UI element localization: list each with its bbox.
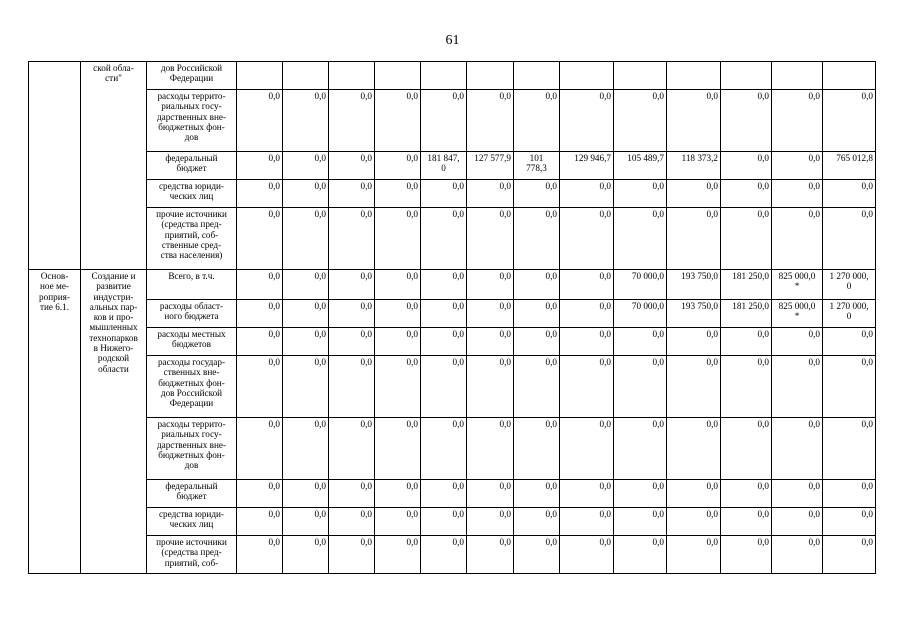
- value-cell: 0,0: [667, 328, 721, 356]
- value-cell: 0,0: [283, 300, 329, 328]
- value-cell: 0,0: [237, 328, 283, 356]
- value-cell: 0,0: [237, 180, 283, 208]
- value-cell: 0,0: [667, 480, 721, 508]
- funding-source-cell: прочие источники (средства пред- приятий, соб- ственные сред- ства населения): [147, 208, 237, 270]
- value-cell: 0,0: [237, 270, 283, 300]
- value-cell: 0,0: [614, 536, 667, 574]
- value-cell: 0,0: [329, 508, 375, 536]
- value-cell: 1 270 000, 0: [823, 270, 876, 300]
- value-cell: 0,0: [237, 536, 283, 574]
- value-cell: 0,0: [375, 508, 421, 536]
- value-cell: 0,0: [721, 480, 772, 508]
- value-cell: 0,0: [823, 90, 876, 152]
- value-cell: 0,0: [823, 180, 876, 208]
- value-cell: 0,0: [329, 180, 375, 208]
- value-cell: 0,0: [283, 418, 329, 480]
- value-cell: 0,0: [375, 180, 421, 208]
- value-cell: 0,0: [560, 180, 614, 208]
- value-cell: 0,0: [283, 152, 329, 180]
- value-cell: 0,0: [823, 480, 876, 508]
- value-cell: 0,0: [614, 418, 667, 480]
- value-cell: 0,0: [467, 480, 514, 508]
- value-cell: 0,0: [667, 180, 721, 208]
- value-cell: 0,0: [560, 508, 614, 536]
- value-cell: [667, 62, 721, 90]
- value-cell: 0,0: [560, 536, 614, 574]
- value-cell: 0,0: [823, 328, 876, 356]
- value-cell: 0,0: [721, 508, 772, 536]
- value-cell: 0,0: [329, 536, 375, 574]
- value-cell: 0,0: [823, 508, 876, 536]
- value-cell: 0,0: [823, 536, 876, 574]
- table-row: [29, 300, 876, 328]
- value-cell: 0,0: [772, 480, 823, 508]
- value-cell: 0,0: [560, 208, 614, 270]
- value-cell: 0,0: [421, 508, 467, 536]
- value-cell: 0,0: [375, 90, 421, 152]
- value-cell: 0,0: [772, 536, 823, 574]
- value-cell: 0,0: [467, 180, 514, 208]
- value-cell: 825 000,0 *: [772, 300, 823, 328]
- value-cell: 0,0: [421, 180, 467, 208]
- value-cell: 0,0: [721, 418, 772, 480]
- value-cell: 765 012,8: [823, 152, 876, 180]
- value-cell: 118 373,2: [667, 152, 721, 180]
- value-cell: 0,0: [560, 270, 614, 300]
- value-cell: 0,0: [560, 90, 614, 152]
- funding-source-cell: Всего, в т.ч.: [147, 270, 237, 300]
- value-cell: 0,0: [721, 180, 772, 208]
- table-row: [29, 328, 876, 356]
- value-cell: 0,0: [721, 356, 772, 418]
- value-cell: [560, 62, 614, 90]
- value-cell: 0,0: [772, 180, 823, 208]
- value-cell: 0,0: [514, 180, 560, 208]
- value-cell: 105 489,7: [614, 152, 667, 180]
- value-cell: 0,0: [560, 356, 614, 418]
- value-cell: 0,0: [721, 152, 772, 180]
- value-cell: 0,0: [514, 480, 560, 508]
- value-cell: 0,0: [823, 356, 876, 418]
- funding-source-cell: расходы област- ного бюджета: [147, 300, 237, 328]
- value-cell: [823, 62, 876, 90]
- value-cell: 0,0: [667, 356, 721, 418]
- table-row: [29, 536, 876, 574]
- value-cell: 0,0: [721, 328, 772, 356]
- value-cell: 0,0: [237, 152, 283, 180]
- value-cell: 101 778,3: [514, 152, 560, 180]
- value-cell: 0,0: [823, 208, 876, 270]
- budget-table: [28, 61, 876, 574]
- value-cell: 0,0: [467, 356, 514, 418]
- value-cell: 0,0: [514, 508, 560, 536]
- value-cell: 0,0: [467, 208, 514, 270]
- value-cell: 0,0: [283, 508, 329, 536]
- value-cell: 0,0: [375, 356, 421, 418]
- value-cell: [721, 62, 772, 90]
- value-cell: 0,0: [329, 300, 375, 328]
- value-cell: [514, 62, 560, 90]
- event-number-cell: [29, 62, 81, 270]
- value-cell: 0,0: [329, 152, 375, 180]
- page-number: 61: [445, 33, 460, 48]
- event-name-cell: Создание и развитие индустри- альных пар- ков и про- мышленных технопарков в Нижего- родской области: [81, 270, 147, 574]
- funding-source-cell: федеральный бюджет: [147, 152, 237, 180]
- value-cell: 0,0: [375, 270, 421, 300]
- value-cell: 0,0: [329, 356, 375, 418]
- value-cell: 0,0: [667, 90, 721, 152]
- value-cell: 0,0: [514, 356, 560, 418]
- funding-source-cell: расходы террито- риальных госу- дарственных вне- бюджетных фон- дов: [147, 90, 237, 152]
- value-cell: 0,0: [514, 418, 560, 480]
- funding-source-cell: расходы государ- ственных вне- бюджетных фон- дов Российской Федерации: [147, 356, 237, 418]
- value-cell: 0,0: [421, 480, 467, 508]
- funding-source-cell: дов Российской Федерации: [147, 62, 237, 90]
- value-cell: 0,0: [421, 208, 467, 270]
- value-cell: 0,0: [421, 418, 467, 480]
- funding-source-cell: средства юриди- ческих лиц: [147, 508, 237, 536]
- value-cell: 0,0: [375, 208, 421, 270]
- value-cell: [772, 62, 823, 90]
- value-cell: 0,0: [823, 418, 876, 480]
- value-cell: 0,0: [772, 508, 823, 536]
- value-cell: 0,0: [667, 508, 721, 536]
- value-cell: 0,0: [421, 356, 467, 418]
- value-cell: 0,0: [467, 536, 514, 574]
- value-cell: 0,0: [514, 328, 560, 356]
- value-cell: 0,0: [614, 90, 667, 152]
- value-cell: 0,0: [721, 90, 772, 152]
- table-row: [29, 62, 876, 90]
- value-cell: 129 946,7: [560, 152, 614, 180]
- value-cell: 0,0: [614, 508, 667, 536]
- value-cell: 0,0: [614, 328, 667, 356]
- value-cell: 0,0: [421, 270, 467, 300]
- value-cell: 0,0: [375, 328, 421, 356]
- value-cell: 0,0: [467, 270, 514, 300]
- value-cell: [467, 62, 514, 90]
- value-cell: 0,0: [283, 90, 329, 152]
- value-cell: 70 000,0: [614, 300, 667, 328]
- value-cell: [421, 62, 467, 90]
- value-cell: 0,0: [283, 328, 329, 356]
- value-cell: 0,0: [283, 270, 329, 300]
- value-cell: 0,0: [237, 208, 283, 270]
- value-cell: [237, 62, 283, 90]
- value-cell: 0,0: [772, 208, 823, 270]
- event-number-cell: Основ- ное ме- роприя- тие 6.1.: [29, 270, 81, 574]
- value-cell: 0,0: [237, 90, 283, 152]
- value-cell: 0,0: [514, 90, 560, 152]
- value-cell: 1 270 000, 0: [823, 300, 876, 328]
- value-cell: [614, 62, 667, 90]
- value-cell: 0,0: [560, 300, 614, 328]
- value-cell: 0,0: [375, 152, 421, 180]
- value-cell: 0,0: [667, 536, 721, 574]
- value-cell: 0,0: [467, 90, 514, 152]
- value-cell: 0,0: [772, 90, 823, 152]
- value-cell: 0,0: [329, 480, 375, 508]
- value-cell: 181 250,0: [721, 270, 772, 300]
- value-cell: 0,0: [329, 208, 375, 270]
- value-cell: 0,0: [667, 208, 721, 270]
- value-cell: 0,0: [237, 508, 283, 536]
- value-cell: 0,0: [514, 300, 560, 328]
- value-cell: 0,0: [329, 270, 375, 300]
- value-cell: 0,0: [772, 152, 823, 180]
- event-name-cell: ской обла- сти": [81, 62, 147, 270]
- table-row: [29, 508, 876, 536]
- value-cell: 193 750,0: [667, 270, 721, 300]
- funding-source-cell: федеральный бюджет: [147, 480, 237, 508]
- value-cell: 0,0: [614, 356, 667, 418]
- value-cell: 0,0: [283, 536, 329, 574]
- value-cell: 0,0: [237, 356, 283, 418]
- value-cell: 0,0: [283, 356, 329, 418]
- value-cell: [283, 62, 329, 90]
- value-cell: 0,0: [283, 480, 329, 508]
- value-cell: 0,0: [375, 418, 421, 480]
- value-cell: 0,0: [772, 328, 823, 356]
- table-row: [29, 418, 876, 480]
- table-row: [29, 152, 876, 180]
- value-cell: 0,0: [237, 480, 283, 508]
- value-cell: 0,0: [467, 508, 514, 536]
- value-cell: 0,0: [667, 418, 721, 480]
- value-cell: 0,0: [237, 418, 283, 480]
- funding-source-cell: прочие источники (средства пред- приятий, соб-: [147, 536, 237, 574]
- value-cell: 0,0: [283, 180, 329, 208]
- value-cell: 0,0: [421, 328, 467, 356]
- value-cell: 0,0: [467, 300, 514, 328]
- value-cell: 0,0: [721, 208, 772, 270]
- value-cell: [375, 62, 421, 90]
- value-cell: 0,0: [514, 536, 560, 574]
- value-cell: 0,0: [329, 418, 375, 480]
- value-cell: 0,0: [614, 180, 667, 208]
- value-cell: [329, 62, 375, 90]
- table-row: [29, 480, 876, 508]
- table-row: [29, 208, 876, 270]
- value-cell: 181 250,0: [721, 300, 772, 328]
- table-row: [29, 90, 876, 152]
- value-cell: 0,0: [772, 356, 823, 418]
- value-cell: 0,0: [614, 208, 667, 270]
- value-cell: 0,0: [283, 208, 329, 270]
- table-row: [29, 270, 876, 300]
- value-cell: 0,0: [467, 328, 514, 356]
- value-cell: 0,0: [560, 328, 614, 356]
- value-cell: 0,0: [421, 300, 467, 328]
- table-row: [29, 356, 876, 418]
- value-cell: 0,0: [375, 536, 421, 574]
- value-cell: 0,0: [560, 418, 614, 480]
- value-cell: 0,0: [329, 328, 375, 356]
- value-cell: 0,0: [467, 418, 514, 480]
- funding-source-cell: расходы террито- риальных госу- дарственных вне- бюджетных фон- дов: [147, 418, 237, 480]
- value-cell: 127 577,9: [467, 152, 514, 180]
- value-cell: 0,0: [421, 536, 467, 574]
- funding-source-cell: расходы местных бюджетов: [147, 328, 237, 356]
- value-cell: 0,0: [772, 418, 823, 480]
- value-cell: 193 750,0: [667, 300, 721, 328]
- value-cell: 0,0: [237, 300, 283, 328]
- value-cell: 0,0: [421, 90, 467, 152]
- value-cell: 181 847, 0: [421, 152, 467, 180]
- value-cell: 0,0: [375, 300, 421, 328]
- value-cell: 0,0: [514, 270, 560, 300]
- value-cell: 0,0: [375, 480, 421, 508]
- value-cell: 0,0: [329, 90, 375, 152]
- table-row: [29, 180, 876, 208]
- value-cell: 0,0: [560, 480, 614, 508]
- value-cell: 0,0: [614, 480, 667, 508]
- value-cell: 0,0: [721, 536, 772, 574]
- value-cell: 825 000,0 *: [772, 270, 823, 300]
- value-cell: 0,0: [514, 208, 560, 270]
- funding-source-cell: средства юриди- ческих лиц: [147, 180, 237, 208]
- value-cell: 70 000,0: [614, 270, 667, 300]
